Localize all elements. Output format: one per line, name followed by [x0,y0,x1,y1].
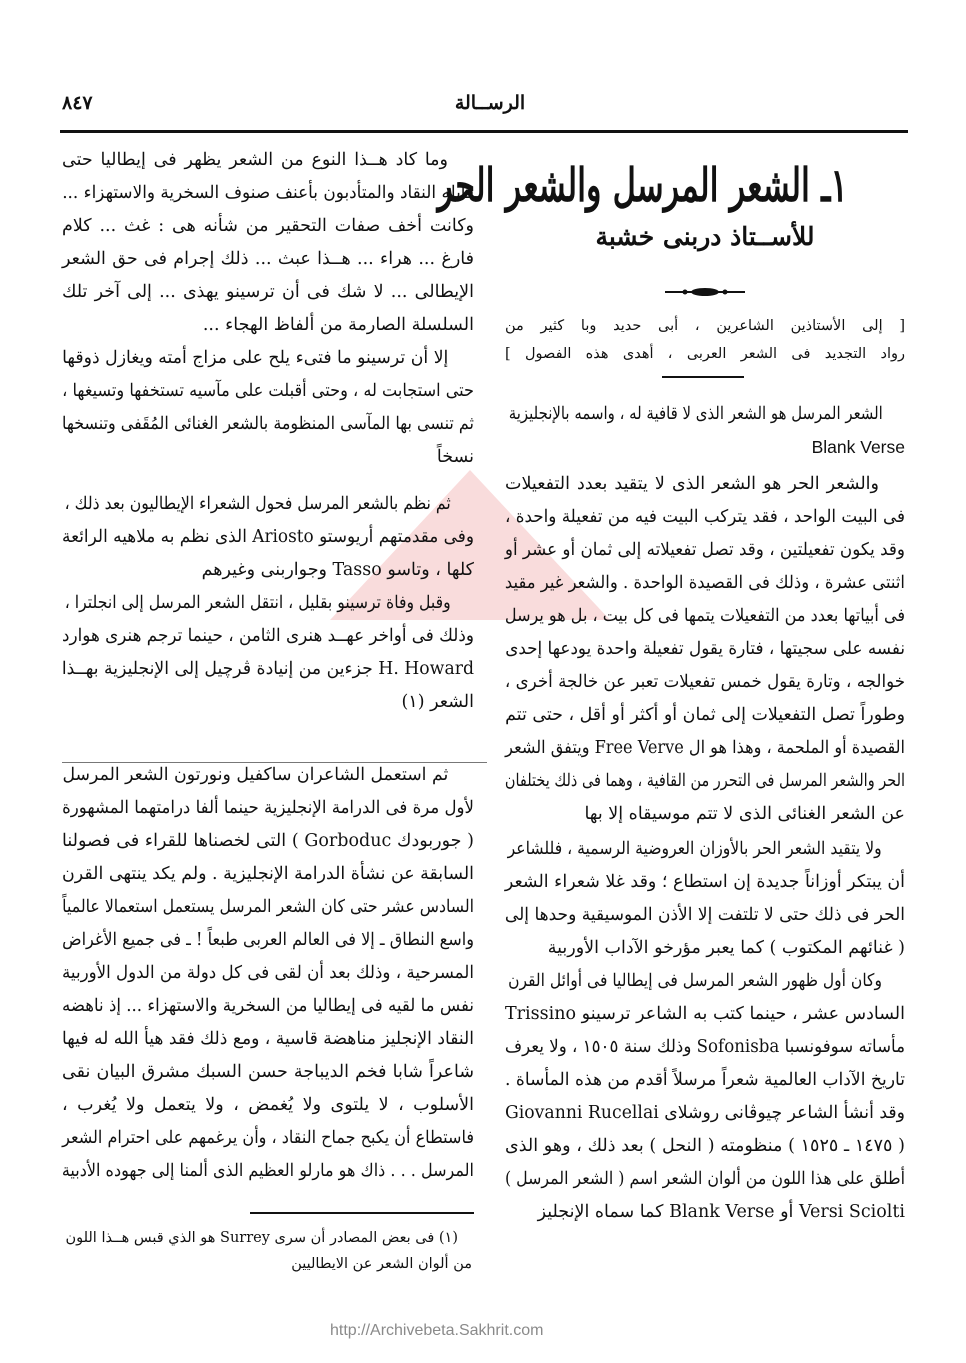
text-line: السابقة عن نشأة الدرامة الإنجليزية . ولم يكد ينتهى القرن [62,864,474,884]
text-line: نفس ما لقيه فى إيطاليا من السخرية والاستهزاء ... إذ ناهضه [61,996,475,1016]
text-line: H. Howard جزءين من إنيادة ڤرچيل إلى الإنجليزية بهــذا [61,659,474,679]
text-line: ثم نظم بالشعر المرسل فحول الشعراء الإيطاليون بعد ذلك ، [64,494,451,514]
watermark-url: http://Archivebeta.Sakhrit.com [330,1322,544,1339]
dedication-line: [ إلى الأستاذين الشاعرين ، أبى حديد وبا كثير من [505,318,905,334]
article-title: ١ـ الشعر المرسل والشعر الحر [437,158,848,212]
text-line: كلها ، وتاسو Tasso وجواربنى وغيرهم [201,560,474,580]
text-line: الإيطالى ... لا شك فى أن ترسينو يهذى ... إلى آخر تلك [62,282,474,302]
text-line: السادس عشر ، حينما كتب به الشاعر ترسينو Trissino [505,1004,905,1024]
text-line: مأساته سوفونسبا Sofonisba وذلك سنة ١٥٠٥ ، ولا يعرف [504,1037,905,1057]
text-line: ثم تنسى بها المآسى المنظومة بالشعر الغنائى المُقَفى وتنسخها [62,414,474,434]
text-line: Blank Verse [811,437,905,457]
text-line: ثم استعمل الشاعران ساكفيل ونورتون الشعر المرسل [62,765,449,785]
text-line: واسع النطاق ـ إلا فى العالم العربى طبعاً ! ـ فى جميع الأغراض [62,930,474,950]
text-line: الحر فى ذلك حتى لا تلتفت إلا الأذن الموسيقية وحدها إلى [504,905,905,925]
header-rule [60,130,908,133]
text-line: وطوراً تصل التفعيلات إلى ثمان أو أكثر أو أقل ، حتى تتم [505,705,905,725]
text-line: وفى مقدمتهم أريوستو Ariosto الذى نظم به ملاهيه الرائعة [62,527,474,547]
footnote [62,1225,472,1277]
text-line: فاستطاع أن يكبح جماح النقاد ، وأن يرغمهم على احترام الشعر [62,1128,475,1148]
text-line: الشعر (١) [401,692,474,712]
text-line: الشعر المرسل هو الشعر الذى لا قافية له ، واسمه بالإنجليزية [508,404,883,424]
page-number: ٨٤٧ [62,92,93,114]
text-line: القصيدة أو الملحمة ، وهذا هو ال Free Verve ويتفق الشعر [505,738,905,758]
text-line: ( جوربودك Gorboduc ) التى لخصناها للقراء فى فصولنا [62,831,474,851]
magazine-name: الرســالة [454,92,526,114]
text-line: وقد يكون تفعيلتين ، وقد تصل تفعيلاته إلى ثمان أو عشر أو [504,540,905,560]
text-line: Versi Sciolti أو Blank Verse كما سماه الإنجليز [537,1202,905,1222]
ornament-divider [665,286,745,298]
text-line: ( ١٤٧٥ ـ ١٥٢٥ ) منظومته ( النحل ) بعد ذلك ، وهو الذى [505,1136,905,1156]
text-line: فارغ ... هراء ... هــذا عبث ... ذلك إجرام فى حق الشعر [62,249,474,269]
section-rule [62,762,487,763]
right-column [505,398,905,1229]
text-line: اثنتى عشرة ، وذلك فى القصيدة الواحدة . والشعر غير مقيد [504,573,905,593]
text-line: فى البيت الواحد ، فقد يتركب البيت فيه من تفعيلة واحدة ، [504,507,905,527]
text-line: وكان أول ظهور الشعر المرسل فى إيطاليا فى أوائل القرن [508,971,882,991]
text-line: نفسه على سجيتها ، فتارة يقول تفعيلة واحدة يودعها إحدى [505,639,905,659]
text-line: السلسلة الصارمة من ألفاظ الهجاء ... [202,315,474,335]
text-line: لأول مرة فى الدرامة الإنجليزية حينما ألفا درامتهما المشهورة [62,798,475,818]
left-column [62,144,474,1188]
text-line: إلا أن ترسينو ما فتىء يلح على مزاج أمته ويغازل ذوقها [62,348,449,368]
text-line: المرسل . . . ذاك هو مارلو العظيم الذى ألمنا إلى جهوده الأدبية [61,1161,475,1181]
text-line: وكانت أخف صفات التحقير من شأنه هى : غث ... كلام [62,216,474,236]
text-line: قابله النقاد والمتأدبون بأعنف صنوف السخرية والاستهزاء ... [62,183,474,203]
text-line: المسرحية ، وذلك بعد أن لقى فى كل دولة من الدول الأوربية [61,963,474,983]
text-line: أطلق على هذا اللون من ألوان الشعر اسم ( الشعر المرسل ) [504,1169,905,1189]
text-line: عن الشعر الغنائى الذى لا تتم موسيقاه إلا بها [584,804,905,824]
text-line: وقد أنشأ الشاعر چيوڤانى روشلاى Giovanni Rucellai [504,1103,905,1123]
footnote-line: (١) فى بعض المصادر أن سرى Surrey هو الذي قبس هــذا اللون [65,1230,458,1246]
text-line: تاريخ الآداب العالمية شعراً مرسلاً أقدم من هذه المأساة . [504,1070,905,1090]
text-line: النقاد الإنجليز مناهضة قاسية ، ومع ذلك فقد هيأ الله له فيها [62,1029,474,1049]
text-line: أن يبتكر أوزاناً جديدة إن استطاع ؛ وقد غلا شعراء الشعر [504,872,905,892]
text-line: وذلك فى أواخر عهــد هنرى الثامن ، حينما ترجم هنرى هوارد [62,626,474,646]
text-line: شاعراً شابا فخم الديباجة حسن السبك مشرق البيان نقى [62,1062,474,1082]
dedication-rule [662,376,744,378]
text-line: حتى استجابت له ، وحتى أقبلت على مآسيه تستخفها وتسيغها ، [62,381,474,401]
text-line: نسخاً [436,447,474,467]
text-line: وما كاد هــذا النوع من الشعر يظهر فى إيطاليا حتى [62,150,448,170]
footnote-line: من ألوان الشعر عن الايطاليين [291,1256,472,1272]
text-line: والشعر الحر هو الشعر الذى لا يتقيد بعدد التفعيلات [505,474,879,494]
dedication [505,312,905,368]
article-author: للأســتاذ دربنى خشبة [595,222,815,251]
text-line: ( غنائهم المكتوب ) كما يعبر مؤرخو الآداب الأوربية [547,938,905,958]
text-line: الأسلوب ، لا يلتوى ولا يُغمض ، ولا يتعمل ولا يُغرب ، [62,1095,474,1115]
text-line: السادس عشر حتى كان الشعر المرسل يستعمل استعمالا عالمياً [62,897,474,917]
text-line: وقبل وفاة ترسينو بقليل ، انتقل الشعر المرسل إلى انجلترا ، [64,593,451,613]
text-line: خوالجه ، وتارة يقول خمس تفعيلات تعبر عن خالجة أخرى ، [504,672,905,692]
dedication-line: رواد التجديد فى الشعر العربى ، أهدى هذه الفصول ] [505,346,905,362]
text-line: ولا يتقيد الشعر الحر بالأوزان العروضية الرسمية ، فللشاعر [507,839,882,859]
text-line: الحر والشعر المرسل فى التحرر من القافية ، وهما فى ذلك يختلفان [504,771,905,791]
text-line: فى أبياتها بعدد من التفعيلات يتمها فى كل بيت ، بل هو يرسل [504,606,905,626]
footnote-rule [250,1212,474,1214]
